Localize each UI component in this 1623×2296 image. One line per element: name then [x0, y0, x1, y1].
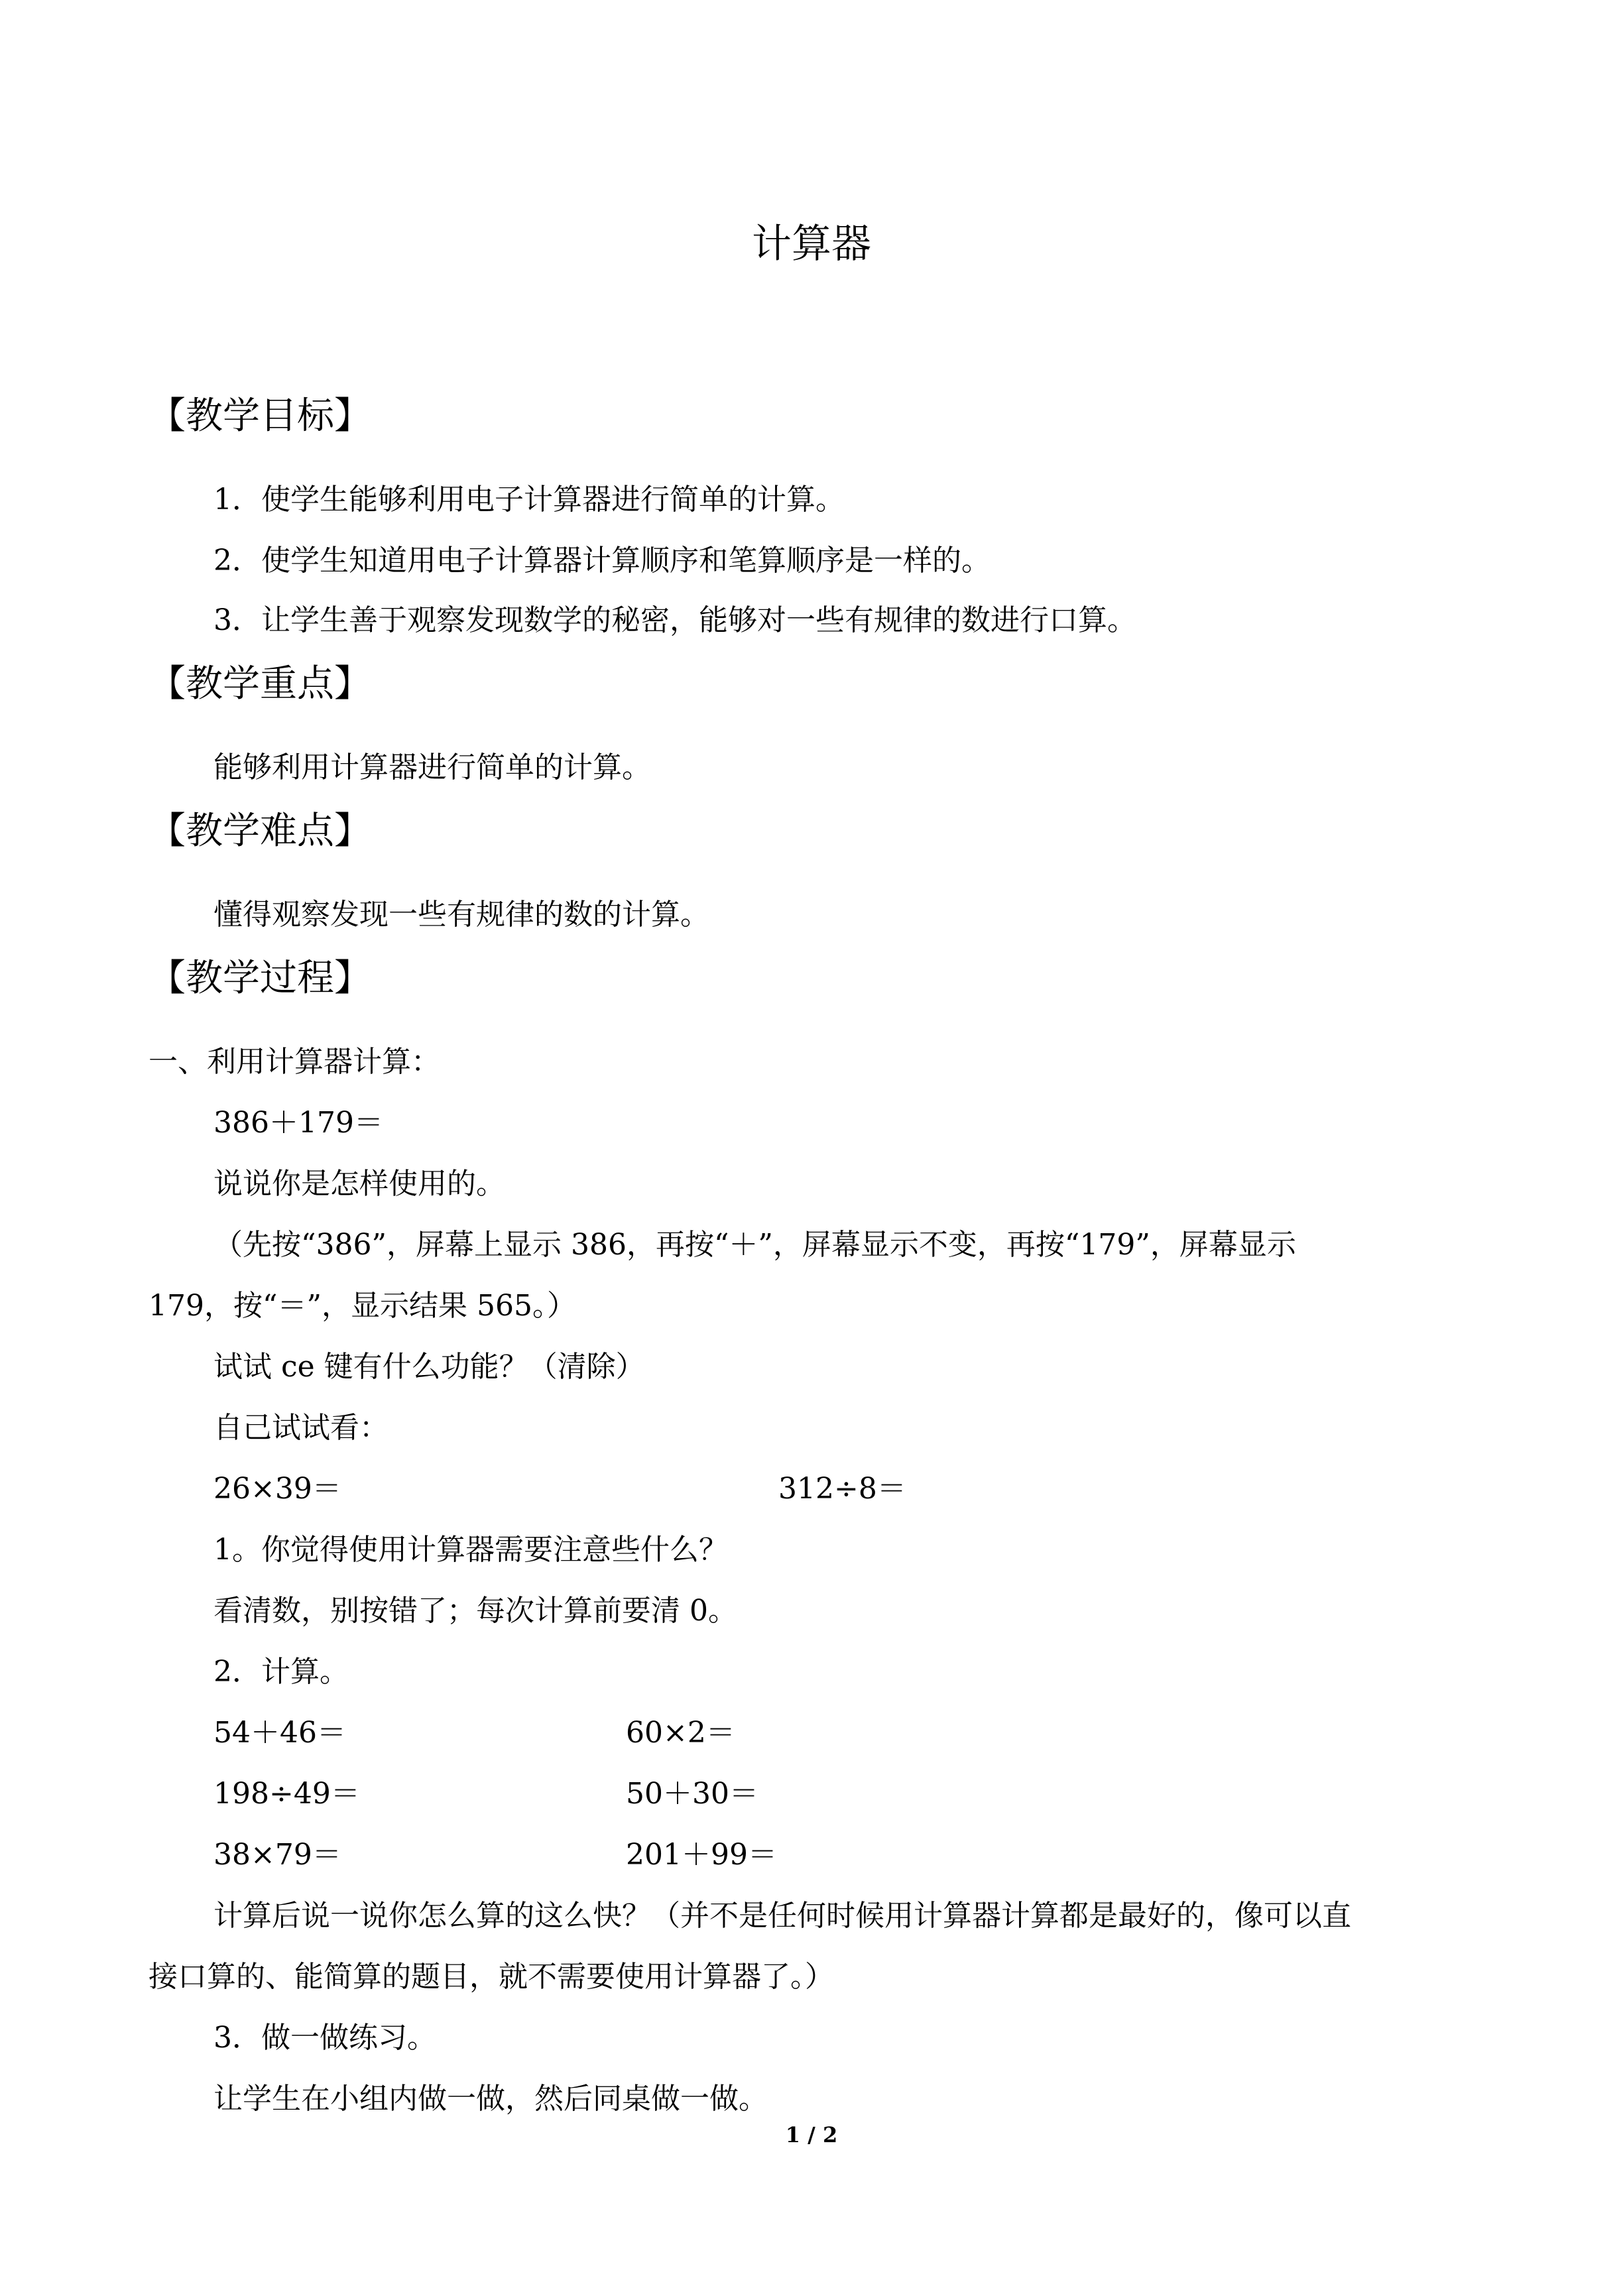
after-line-2: 接口算的、能简算的题目，就不需要使用计算器了。）: [149, 1960, 834, 1994]
after-line-1: 计算后说一说你怎么算的这么快？（并不是任何时候用计算器计算都是最好的，像可以直: [213, 1899, 1351, 1933]
try-yourself: 自己试试看：: [213, 1411, 389, 1445]
practice-instruction: 让学生在小组内做一做，然后同桌做一做。: [213, 2082, 768, 2116]
calc-expression: 50＋30＝: [626, 1777, 758, 1811]
try-expression-1: 26×39＝: [213, 1472, 341, 1506]
calc-expression: 201＋99＝: [626, 1838, 777, 1872]
difficulties-text: 懂得观察发现一些有规律的数的计算。: [213, 898, 709, 932]
difficulties-heading: 【教学难点】: [149, 810, 371, 853]
objective-item-1: 1．使学生能够利用电子计算器进行简单的计算。: [213, 483, 845, 516]
explain-line-2: 179，按“＝”，显示结果 565。）: [149, 1289, 576, 1323]
objectives-heading: 【教学目标】: [149, 394, 371, 438]
calc-expression: 38×79＝: [213, 1838, 341, 1872]
key-points-text: 能够利用计算器进行简单的计算。: [213, 751, 651, 784]
ask-usage: 说说你是怎样使用的。: [213, 1167, 505, 1201]
ce-question: 试试 ce 键有什么功能？（清除）: [213, 1350, 645, 1384]
part1-title: 一、利用计算器计算：: [149, 1045, 440, 1079]
page-title: 计算器: [752, 221, 871, 267]
calc-expression: 60×2＝: [626, 1716, 735, 1750]
explain-line-1: （先按“386”，屏幕上显示 386，再按“＋”，屏幕显示不变，再按“179”，屏幕显示: [213, 1228, 1296, 1262]
expression-1: 386＋179＝: [213, 1106, 383, 1140]
answer-1: 看清数，别按错了；每次计算前要清 0。: [213, 1594, 737, 1628]
calc-expression: 54＋46＝: [213, 1716, 346, 1750]
page-number: 1 / 2: [785, 2122, 838, 2147]
objective-item-3: 3．让学生善于观察发现数学的秘密，能够对一些有规律的数进行口算。: [213, 603, 1136, 637]
key-points-heading: 【教学重点】: [149, 662, 371, 705]
try-expression-2: 312÷8＝: [778, 1472, 906, 1506]
question-3: 3．做一做练习。: [213, 2021, 436, 2055]
objective-item-2: 2．使学生知道用电子计算器计算顺序和笔算顺序是一样的。: [213, 544, 991, 577]
question-2: 2．计算。: [213, 1655, 349, 1689]
question-1: 1。你觉得使用计算器需要注意些什么？: [213, 1533, 728, 1567]
process-heading: 【教学过程】: [149, 957, 371, 1000]
calc-expression: 198÷49＝: [213, 1777, 360, 1811]
